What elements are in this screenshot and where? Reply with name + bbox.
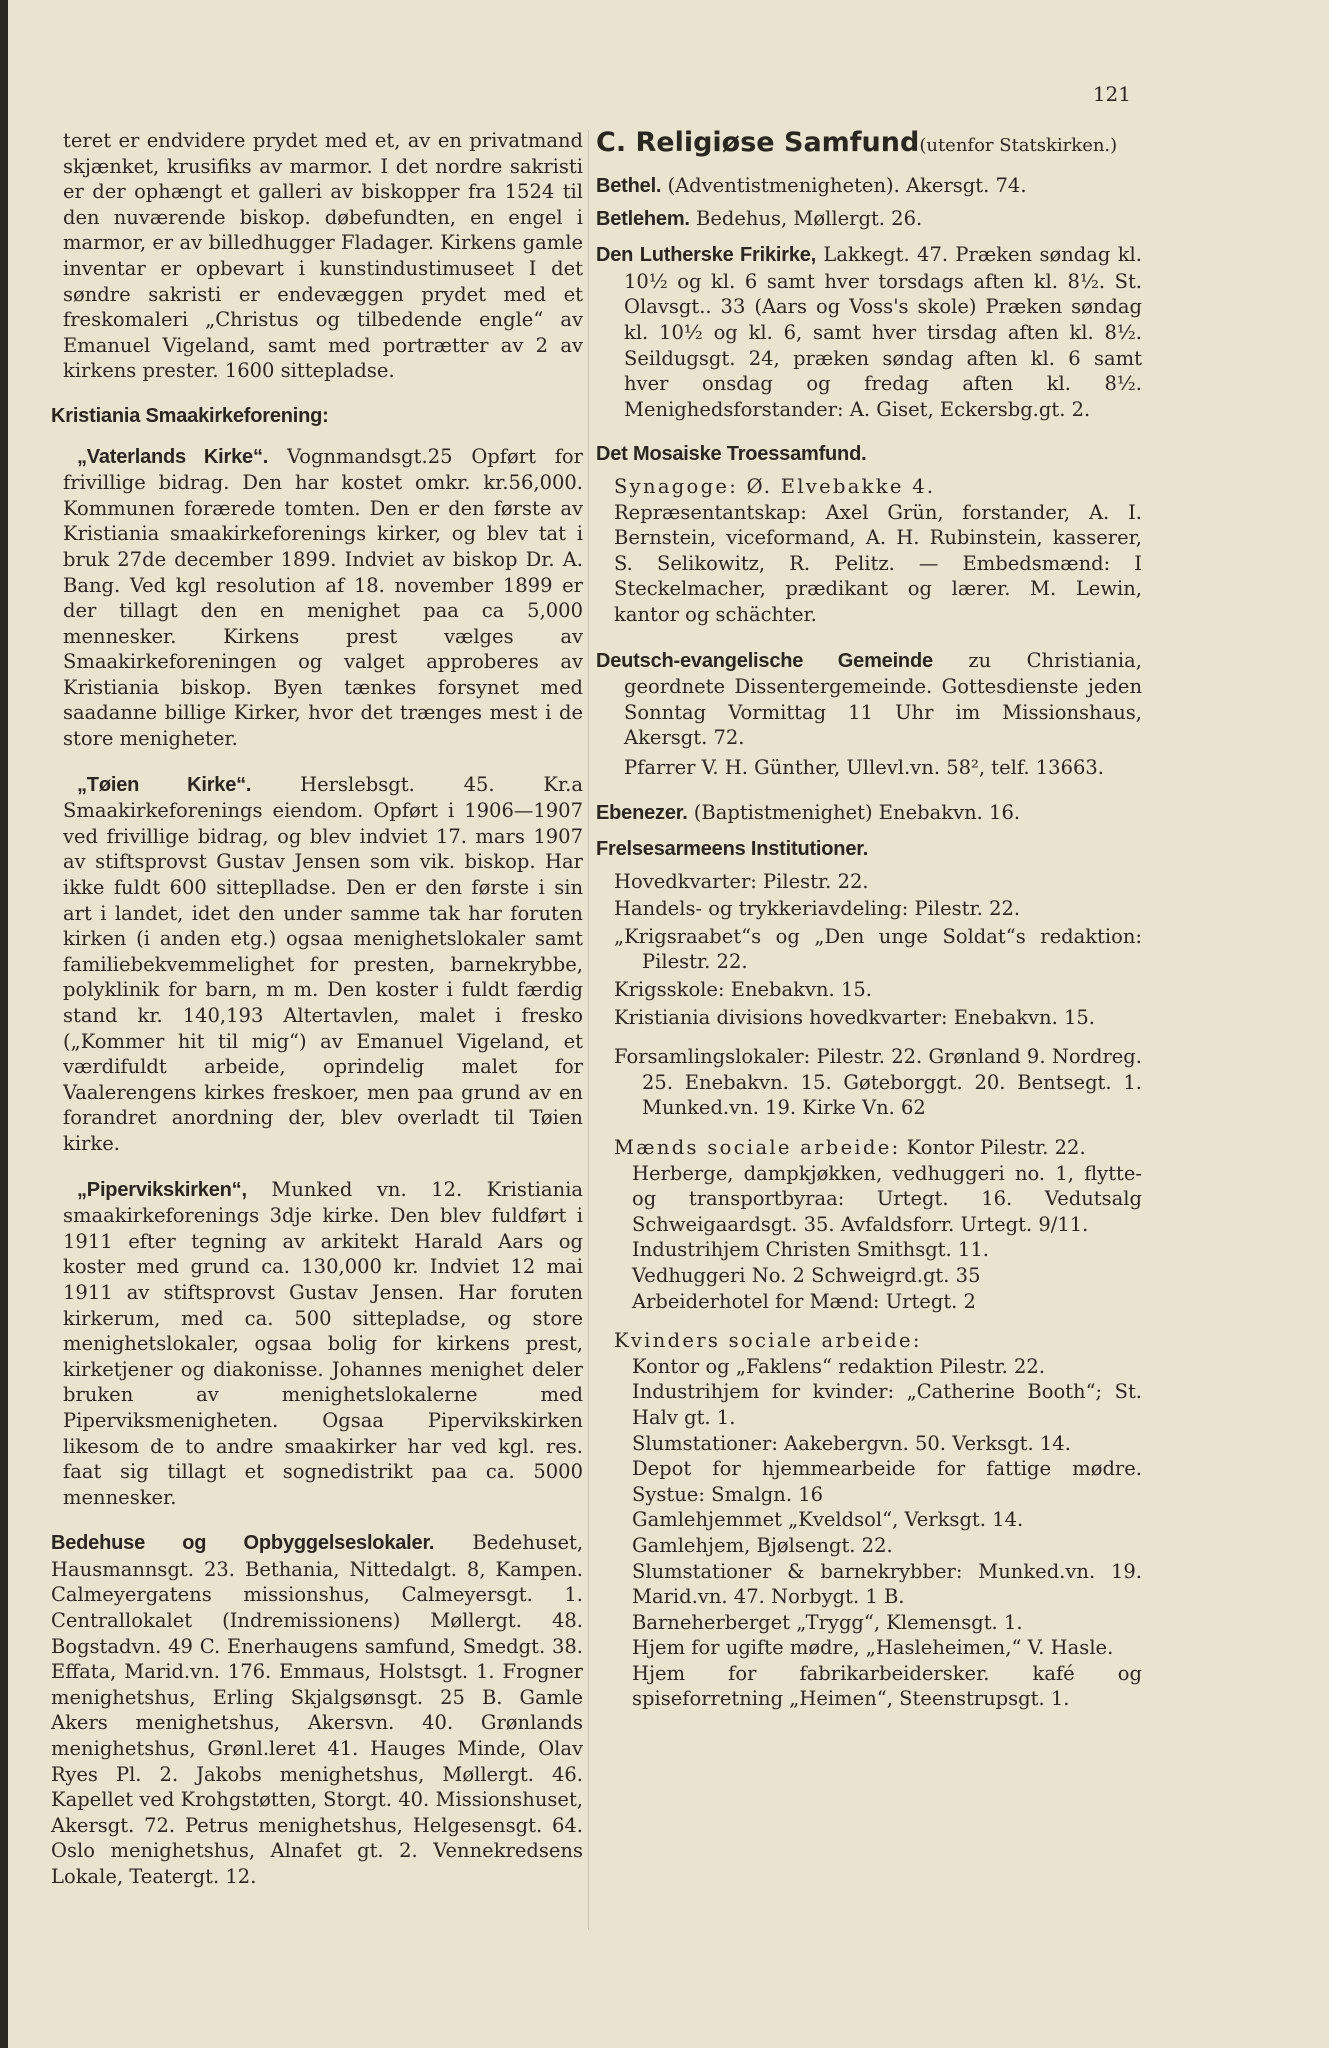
piper-title: „Pipervikskirken“, xyxy=(77,1178,247,1201)
kvinders-line: Barneherberget „Trygg“, Klemensgt. 1. xyxy=(632,1610,1023,1634)
frelses-item: Handels- og trykkeriavdeling: Pilestr. 22. xyxy=(614,897,1021,921)
frelses-item: Forsamlingslokaler: Pilestr. 22. Grønland 9. Nordreg. 25. Enebakvn. 15. Gøteborggt. 20. Bentsegt. 1. Munked.vn. 19. Kirke Vn. 62 xyxy=(614,1045,1142,1120)
kvinders-title: Kvinders sociale arbeide: xyxy=(614,1329,922,1353)
deutsch-text: zu Christiania, geordnete Dissentergemeinde. Gottesdienste jeden Sonntag Vormittag 11 Uhr im Missionshaus, Akersgt. 72. xyxy=(624,648,1142,750)
deutsch-pfarrer: Pfarrer V. H. Günther, Ullevl.vn. 58², telf. 13663. xyxy=(624,755,1105,779)
bethel-text: (Adventistmenigheten). Akersgt. 74. xyxy=(667,174,1027,197)
left-column xyxy=(51,128,584,1910)
section-subtitle: (utenfor Statskirken.) xyxy=(919,135,1118,156)
maend-block xyxy=(614,1135,1142,1314)
smaakirke-heading: Kristiania Smaakirkeforening: xyxy=(51,404,329,427)
kvinders-line: Slumstationer & barnekrybber: Munked.vn. 19. Marid.vn. 47. Norbygt. 1 B. xyxy=(632,1559,1142,1609)
right-column xyxy=(596,128,1142,1712)
kvinders-line: Hjem for ugifte mødre, „Hasleheimen,“ V. Hasle. xyxy=(632,1636,1114,1660)
frikirke-title: Den Lutherske Frikirke, xyxy=(596,244,817,267)
toien-text: Herslebsgt. 45. Kr.a Smaakirkeforenings eiendom. Opført i 1906—1907 ved frivillige bidrag, og blev indviet 17. mars 1907 av stiftsprovst Gustav Jensen som vik. biskop. Har ikke fuldt 600 sitteplladse. Den er den første i sin art i landet, idet den under samme tak har foruten kirken (i anden etg.) ogsaa menighetslokaler samt familiebekvemmelighet for presten, barnekrybbe, polyklinik for barn, m m. Den koster i fuldt færdig stand kr. 140,193 Altertavlen, malet i fresko („Kommer hit til mig“) av Emanuel Vigeland, et værdifuldt arbeide, oprindelig malet for Vaalerengens kirkes freskoer, men paa grund av en forandret anordning der, blev overladt til Tøien kirke. xyxy=(63,772,583,1155)
scanned-page xyxy=(8,0,1329,2048)
bedehuse-text: Bedehuset, Hausmannsgt. 23. Bethania, Nittedalgt. 8, Kampen. Calmeyergatens missionshus, Calmeyersgt. 1. Centrallokalet (Indremissionens) Møllergt. 48. Bogstadvn. 49 C. Enerhaugens samfund, Smedgt. 38. Effata, Marid.vn. 176. Emmaus, Holstsgt. 1. Frogner menighetshus, Erling Skjalgsønsgt. 25 B. Gamle Akers menighetshus, Akersvn. 40. Grønlands menighetshus, Grønl.leret 41. Hauges Minde, Olav Ryes Pl. 2. Jakobs menighetshus, Møllergt. 46. Kapellet ved Krohgstøtten, Storgt. 40. Missionshuset, Akersgt. 72. Petrus menighetshus, Helgesensgt. 64. Oslo menighetshus, Alnafet gt. 2. Vennekredsens Lokale, Teatergt. 12. xyxy=(51,1531,584,1888)
mosaiske-title: Det Mosaiske Troessamfund. xyxy=(596,443,867,466)
toien-paragraph xyxy=(63,772,583,1157)
betlehem-title: Betlehem. xyxy=(596,207,690,230)
frelses-item: Kristiania divisions hovedkvarter: Enebakvn. 15. xyxy=(614,1005,1095,1029)
frelses-item: „Krigsraabet“s og „Den unge Soldat“s redaktion: Pilestr. 22. xyxy=(614,924,1142,974)
frelses-item: Hovedkvarter: Pilestr. 22. xyxy=(614,869,869,893)
kvinders-line: Hjem for fabrikarbeidersker. kafé og spiseforretning „Heimen“, Steenstrupsgt. 1. xyxy=(632,1661,1142,1711)
frikirke-text: Lakkegt. 47. Præken søndag kl. 10½ og kl. 6 samt hver torsdags aften kl. 8½. St. Olavsgt.. 33 (Aars og Voss's skole) Præken søndag kl. 10½ og kl. 6, samt hver tirsdag aften kl. 8½. Seildugsgt. 24, præken søndag aften kl. 6 samt hver onsdag og fredag aften kl. 8½. Menighedsforstander: A. Giset, Eckersbg.gt. 2. xyxy=(624,243,1142,421)
piper-text: Munked vn. 12. Kristiania smaakirkeforenings 3dje kirke. Den blev fuldført i 1911 efter tegning av arkitekt Harald Aars og koster med grund ca. 130,000 kr. Indviet 12 mai 1911 av stiftsprovst Gustav Jensen. Har foruten kirkerum, med ca. 500 sittepladse, og store menighetslokaler, ogsaa bolig for kirkens prest, kirketjener og diakonisse. Johannes menighet deler bruken av menighetslokalerne med Piperviksmenigheten. Ogsaa Pipervikskirken likesom de to andre smaakirker har ved kgl. res. faat sig tillagt et sognedistrikt paa ca. 5000 mennesker. xyxy=(63,1177,584,1509)
maend-line: Vedhuggeri No. 2 Schweigrd.gt. 35 xyxy=(632,1263,981,1287)
kvinders-line: Industrihjem for kvinder: „Catherine Booth“; St. Halv gt. 1. xyxy=(632,1380,1142,1429)
mosaiske-line: Repræsentantskap: Axel Grün, forstander, A. I. Bernstein, viceformand, A. H. Rubinstein, kasserer, S. Selikowitz, R. Pelitz. — Embedsmænd: I Steckelmacher, prædikant og lærer. M. Lewin, kantor og schächter. xyxy=(614,500,1142,626)
mosaiske-block xyxy=(596,474,1142,628)
vaterlands-title: „Vaterlands Kirke“. xyxy=(77,445,269,468)
frelses-title: Frelsesarmeens Institutioner. xyxy=(596,838,869,861)
kvinders-line: Slumstationer: Aakebergvn. 50. Verksgt. 14. xyxy=(632,1431,1071,1455)
deutsch-title: Deutsch-evangelische Gemeinde xyxy=(596,649,933,672)
ebenezer-entry xyxy=(596,800,1142,827)
column-divider xyxy=(588,130,589,1930)
betlehem-entry xyxy=(596,206,1142,233)
section-title: C. Religiøse Samfund xyxy=(596,127,920,158)
page-number: 121 xyxy=(1092,82,1131,106)
mosaiske-line: Synagoge: Ø. Elvebakke 4. xyxy=(614,474,936,498)
vaterlands-text: Vognmandsgt.25 Opført for frivillige bidrag. Den har kostet omkr. kr.56,000. Kommunen forærede tomten. Den er den første av Kristiania smaakirkeforenings kirker, og blev tat i bruk 27de december 1899. Indviet av biskop Dr. A. Bang. Ved kgl resolution af 18. november 1899 er der tillagt den en menighet paa ca 5,000 mennesker. Kirkens prest vælges av Smaakirkeforeningen og valget approberes av Kristiania biskop. Byen tænkes forsynet med saadanne billige Kirker, hvor det trænges mest i de store menigheter. xyxy=(63,444,583,751)
ebenezer-title: Ebenezer. xyxy=(596,802,688,825)
bethel-entry xyxy=(596,173,1142,200)
maend-line: Industrihjem Christen Smithsgt. 11. xyxy=(632,1238,989,1262)
deutsch-entry xyxy=(596,648,1142,751)
maend-line: Kontor Pilestr. 22. xyxy=(906,1136,1086,1159)
frelses-item: Krigsskole: Enebakvn. 15. xyxy=(614,978,872,1002)
ebenezer-text: (Baptistmenighet) Enebakvn. 16. xyxy=(693,801,1021,825)
piper-paragraph xyxy=(63,1177,583,1511)
kvinders-line: Depot for hjemmearbeide for fattige mødre. Systue: Smalgn. 16 xyxy=(632,1457,1142,1506)
intro-paragraph: teret er endvidere prydet med et, av en privatmand skjænket, krusifiks av marmor. I det nordre sakristi er der ophængt et galleri av biskopper fra 1524 til den nuværende biskop. døbefundten, en engel i marmor, er av billedhugger Fladager. Kirkens gamle inventar er opbevart i kunstindustimuseet I det søndre sakristi er endevæggen prydet med et freskomaleri „Christus og tilbedende engle“ av Emanuel Vigeland, samt med portrætter av 2 av kirkens prester. 1600 sittepladse. xyxy=(63,129,583,383)
maend-line: Arbeiderhotel for Mænd: Urtegt. 2 xyxy=(632,1289,976,1313)
vaterlands-paragraph xyxy=(63,444,583,752)
frikirke-entry xyxy=(596,242,1142,422)
bedehuse-paragraph xyxy=(51,1530,583,1889)
toien-title: „Tøien Kirke“. xyxy=(77,773,252,796)
section-heading xyxy=(596,128,1142,161)
maend-title: Mænds sociale arbeide: xyxy=(614,1136,901,1159)
bedehuse-title: Bedehuse og Opbyggelseslokaler. xyxy=(51,1532,435,1555)
frelses-list xyxy=(596,869,1142,1712)
kvinders-line: Gamlehjemmet „Kveldsol“, Verksgt. 14. xyxy=(632,1508,1024,1532)
bethel-title: Bethel. xyxy=(596,175,662,197)
betlehem-text: Bedehus, Møllergt. 26. xyxy=(696,206,923,230)
kvinders-line: Gamlehjem, Bjølsengt. 22. xyxy=(632,1533,893,1557)
kvinders-line: Kontor og „Faklens“ redaktion Pilestr. 22. xyxy=(632,1354,1046,1378)
kvinders-block xyxy=(614,1328,1142,1712)
maend-line: Herberge, dampkjøkken, vedhuggeri no. 1, flytte- og transportbyraa: Urtegt. 16. Vedutsalg Schweigaardsgt. 35. Avfaldsforr. Urtegt. 9/11. xyxy=(632,1161,1142,1236)
